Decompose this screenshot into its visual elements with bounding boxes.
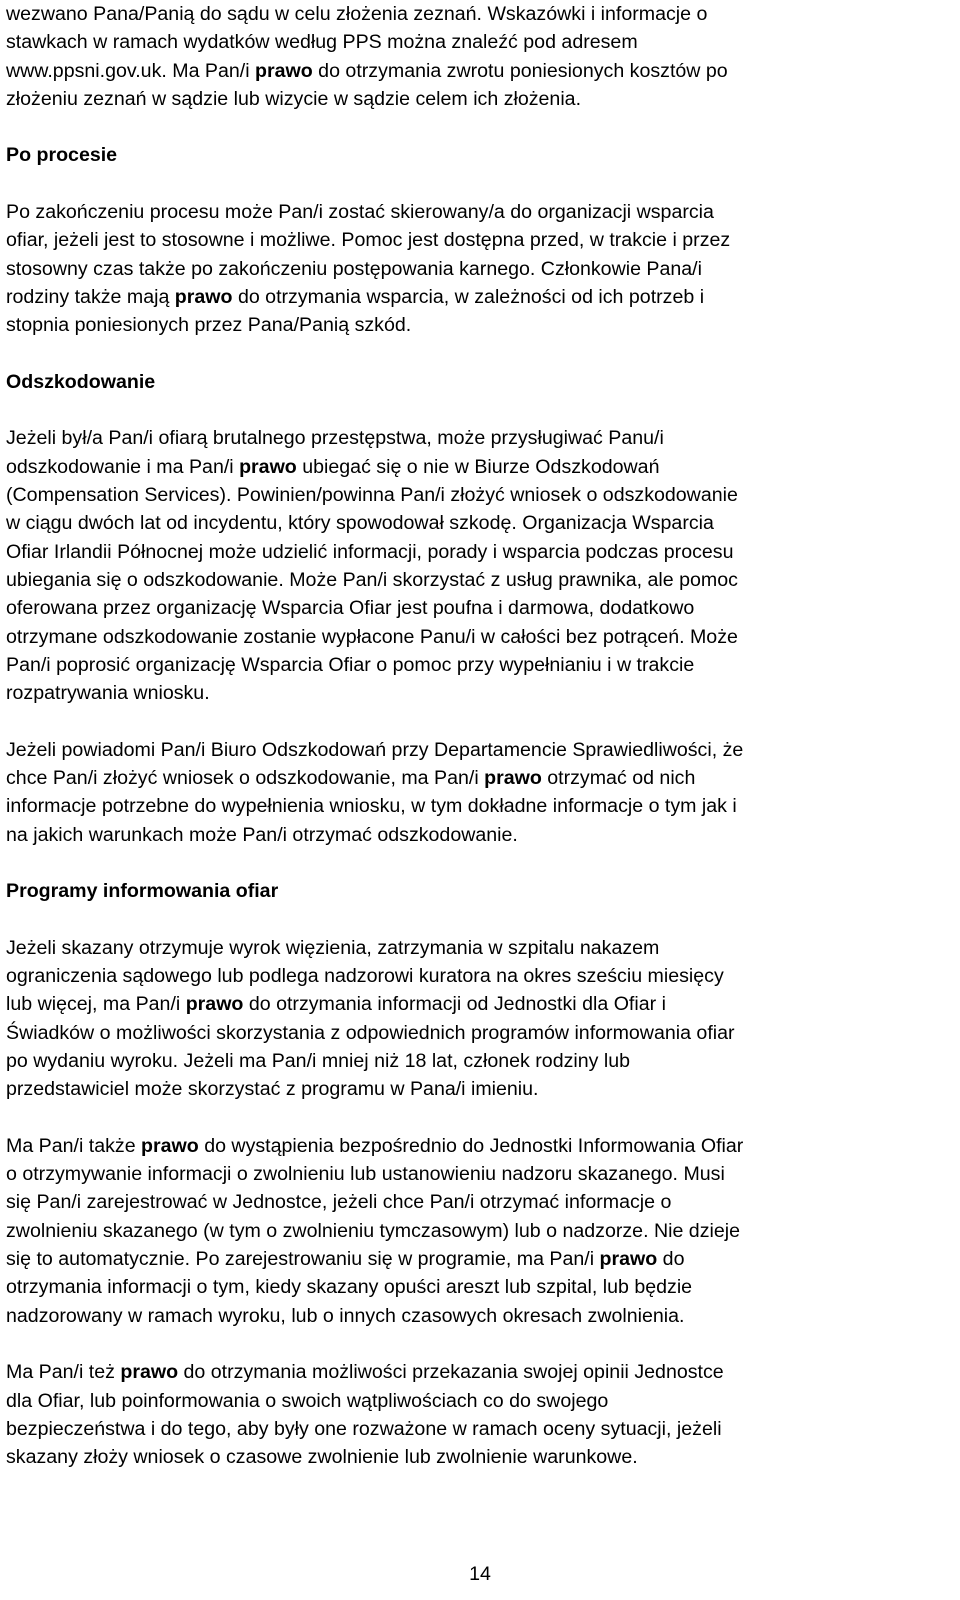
- emphasis-prawo: prawo: [239, 455, 297, 478]
- section-heading-after-trial: Po procesie: [6, 144, 118, 167]
- victim-information-paragraph-1: Jeżeli skazany otrzymuje wyrok więzienia, zatrzymania w szpitalu nakazem ograniczenia sądowego lub podlega nadzorowi kuratora na okres sześciu miesięcy lub więcej, ma Pan/i prawo do otrzymania informacji od Jednostki dla Ofiar i Świadków o możliwości skorzystania z odpowiednich programów informowania ofiar po wydaniu wyroku. Jeżeli ma Pan/i mniej niż 18 lat, członek rodziny lub przedstawiciel może skorzystać z programu w Pana/i imieniu.: [6, 936, 735, 1101]
- after-trial-paragraph: Po zakończeniu procesu może Pan/i zostać skierowany/a do organizacji wsparcia ofiar, jeżeli jest to stosowne i możliwe. Pomoc jest dostępna przed, w trakcie i przez stosowny czas także po zakończeniu postępowania karnego. Członkowie Pana/i rodziny także mają prawo do otrzymania wsparcia, w zależności od ich potrzeb i stopnia poniesionych przez Pana/Panią szkód.: [6, 201, 731, 337]
- section-heading-victim-information: Programy informowania ofiar: [6, 880, 279, 903]
- emphasis-prawo: prawo: [255, 59, 313, 82]
- section-heading-compensation: Odszkodowanie: [6, 370, 156, 393]
- victim-information-paragraph-3: Ma Pan/i też prawo do otrzymania możliwości przekazania swojej opinii Jednostce dla Ofiar, lub poinformowania o swoich wątpliwościach co do swojego bezpieczeństwa i do tego, aby były one rozważone w ramach oceny sytuacji, jeżeli skazany złoży wniosek o czasowe zwolnienie lub zwolnienie warunkowe.: [6, 1361, 724, 1469]
- emphasis-prawo: prawo: [120, 1361, 179, 1384]
- intro-paragraph: wezwano Pana/Panią do sądu w celu złożenia zeznań. Wskazówki i informacje o stawkach w ramach wydatków według PPS można znaleźć pod adresem www.ppsni.gov.uk. Ma Pan/i prawo do otrzymania zwrotu poniesionych kosztów po złożeniu zeznań w sądzie lub wizycie w sądzie celem ich złożenia.: [6, 3, 728, 110]
- emphasis-prawo: prawo: [599, 1248, 658, 1271]
- emphasis-prawo: prawo: [185, 993, 244, 1016]
- emphasis-prawo: prawo: [141, 1134, 199, 1157]
- compensation-paragraph-1: Jeżeli był/a Pan/i ofiarą brutalnego przestępstwa, może przysługiwać Panu/i odszkodowanie i ma Pan/i prawo ubiegać się o nie w Biurze Odszkodowań (Compensation Services). Powinien/powinna Pan/i złożyć wniosek o odszkodowanie w ciągu dwóch lat od incydentu, który spowodował szkodę. Organizacja Wsparcia Ofiar Irlandii Północnej może udzielić informacji, porady i wsparcia podczas procesu ubiegania się o odszkodowanie. Może Pan/i skorzystać z usług prawnika, ale pomoc oferowana przez organizację Wsparcia Ofiar jest poufna i darmowa, dodatkowo otrzymane odszkodowanie zostanie wypłacone Panu/i w całości bez potrąceń. Może Pan/i poprosić organizację Wsparcia Ofiar o pomoc przy wypełnianiu i w trakcie rozpatrywania wniosku.: [6, 427, 738, 705]
- document-page: [6, 0, 954, 1500]
- compensation-paragraph-2: Jeżeli powiadomi Pan/i Biuro Odszkodowań przy Departamencie Sprawiedliwości, że chce Pan/i złożyć wniosek o odszkodowanie, ma Pan/i prawo otrzymać od nich informacje potrzebne do wypełnienia wniosku, w tym dokładne informacje o tym jak i na jakich warunkach może Pan/i otrzymać odszkodowanie.: [6, 738, 744, 846]
- victim-information-paragraph-2: Ma Pan/i także prawo do wystąpienia bezpośrednio do Jednostki Informowania Ofiar o otrzymywanie informacji o zwolnieniu lub ustanowieniu nadzoru skazanego. Musi się Pan/i zarejestrować w Jednostce, jeżeli chce Pan/i otrzymać informacje o zwolnieniu skazanego (w tym o zwolnieniu tymczasowym) lub o nadzorze. Nie dzieje się to automatycznie. Po zarejestrowaniu się w programie, ma Pan/i prawo do otrzymania informacji o tym, kiedy skazany opuści areszt lub szpital, lub będzie nadzorowany w ramach wyroku, lub o innych czasowych okresach zwolnienia.: [6, 1134, 744, 1327]
- page-number: 14: [469, 1563, 491, 1585]
- emphasis-prawo: prawo: [174, 285, 233, 308]
- emphasis-prawo: prawo: [484, 767, 542, 790]
